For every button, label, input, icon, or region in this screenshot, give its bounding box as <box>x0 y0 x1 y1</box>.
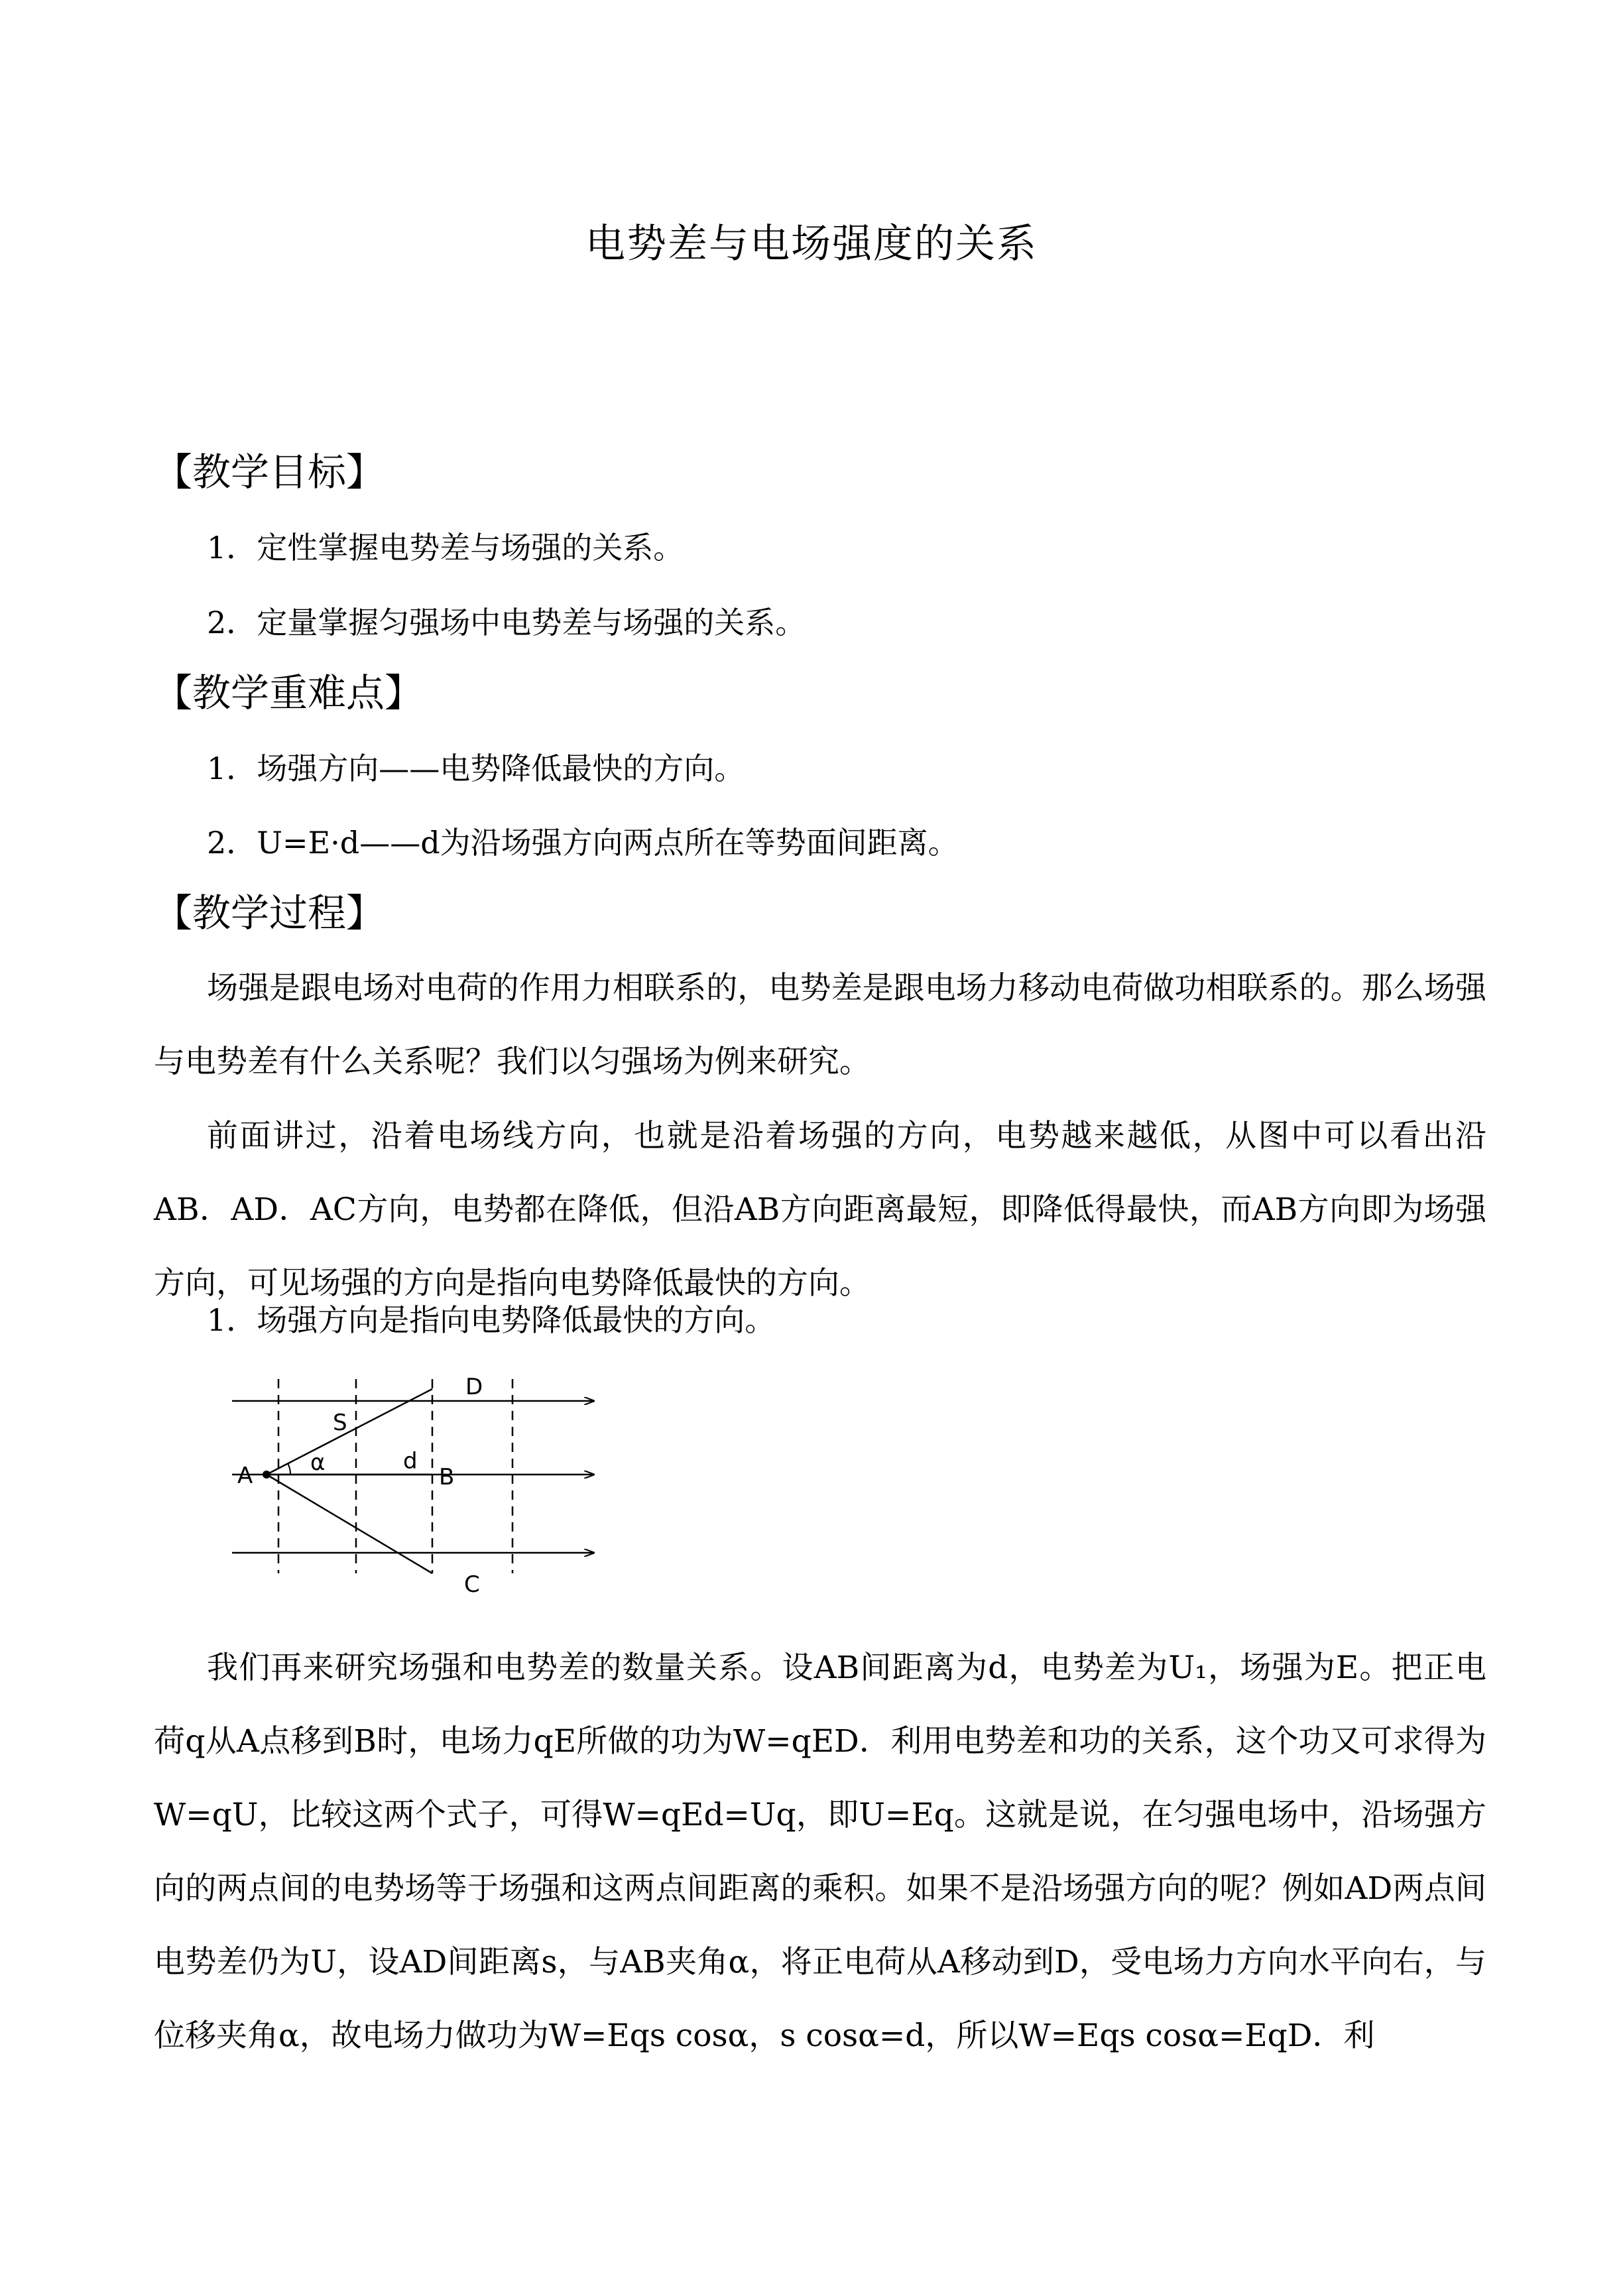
label-D: D <box>465 1374 483 1400</box>
objective-item-2: 2．定量掌握匀强场中电势差与场强的关系。 <box>207 605 806 640</box>
label-d: d <box>403 1448 418 1475</box>
process-paragraph-3: 我们再来研究场强和电势差的数量关系。设AB间距离为d，电势差为U₁，场强为E。把正电荷q从A点移到B时，电场力qE所做的功为W=qED．利用电势差和功的关系，这个功又可求得为W=qU，比较这两个式子，可得W=qEd=Uq，即U=Eq。这就是说，在匀强电场中，沿场强方向的两点间的电势场等于场强和这两点间距离的乘积。如果不是沿场强方向的呢？例如AD两点间电势差仍为U，设AD间距离s，与AB夹角α，将正电荷从A移动到D，受电场力方向水平向右，与位移夹角α，故电场力做功为W=Eqs cosα，s cosα=d，所以W=Eqs cosα=EqD．利 <box>154 1650 1486 2054</box>
label-alpha: α <box>310 1449 326 1476</box>
heading-objectives: 【教学目标】 <box>154 450 385 495</box>
label-S: S <box>333 1410 347 1436</box>
field-diagram <box>225 1362 603 1601</box>
heading-process: 【教学过程】 <box>154 890 385 936</box>
label-A: A <box>237 1463 253 1489</box>
heading-key-points: 【教学重难点】 <box>154 670 424 715</box>
angle-arc <box>288 1463 290 1475</box>
page-title: 电势差与电场强度的关系 <box>585 221 1038 267</box>
field-diagram-svg <box>225 1362 603 1601</box>
process-paragraph-1: 场强是跟电场对电荷的作用力相联系的，电势差是跟电场力移动电荷做功相联系的。那么场强与电势差有什么关系呢？我们以匀强场为例来研究。 <box>154 970 1486 1080</box>
segment-AC <box>267 1475 432 1573</box>
point-A <box>263 1471 270 1479</box>
process-paragraph-2: 前面讲过，沿着电场线方向，也就是沿着场强的方向，电势越来越低，从图中可以看出沿AB．AD．AC方向，电势都在降低，但沿AB方向距离最短，即降低得最快，而AB方向即为场强方向，可见场强的方向是指向电势降低最快的方向。 <box>154 1118 1486 1301</box>
key-point-item-1: 1．场强方向——电势降低最快的方向。 <box>207 751 745 786</box>
label-B: B <box>439 1464 455 1490</box>
process-point-1: 1．场强方向是指向电势降低最快的方向。 <box>207 1302 776 1338</box>
objective-item-1: 1．定性掌握电势差与场强的关系。 <box>207 530 684 566</box>
key-point-item-2: 2．U=E·d——d为沿场强方向两点所在等势面间距离。 <box>207 825 959 861</box>
label-C: C <box>464 1571 480 1598</box>
